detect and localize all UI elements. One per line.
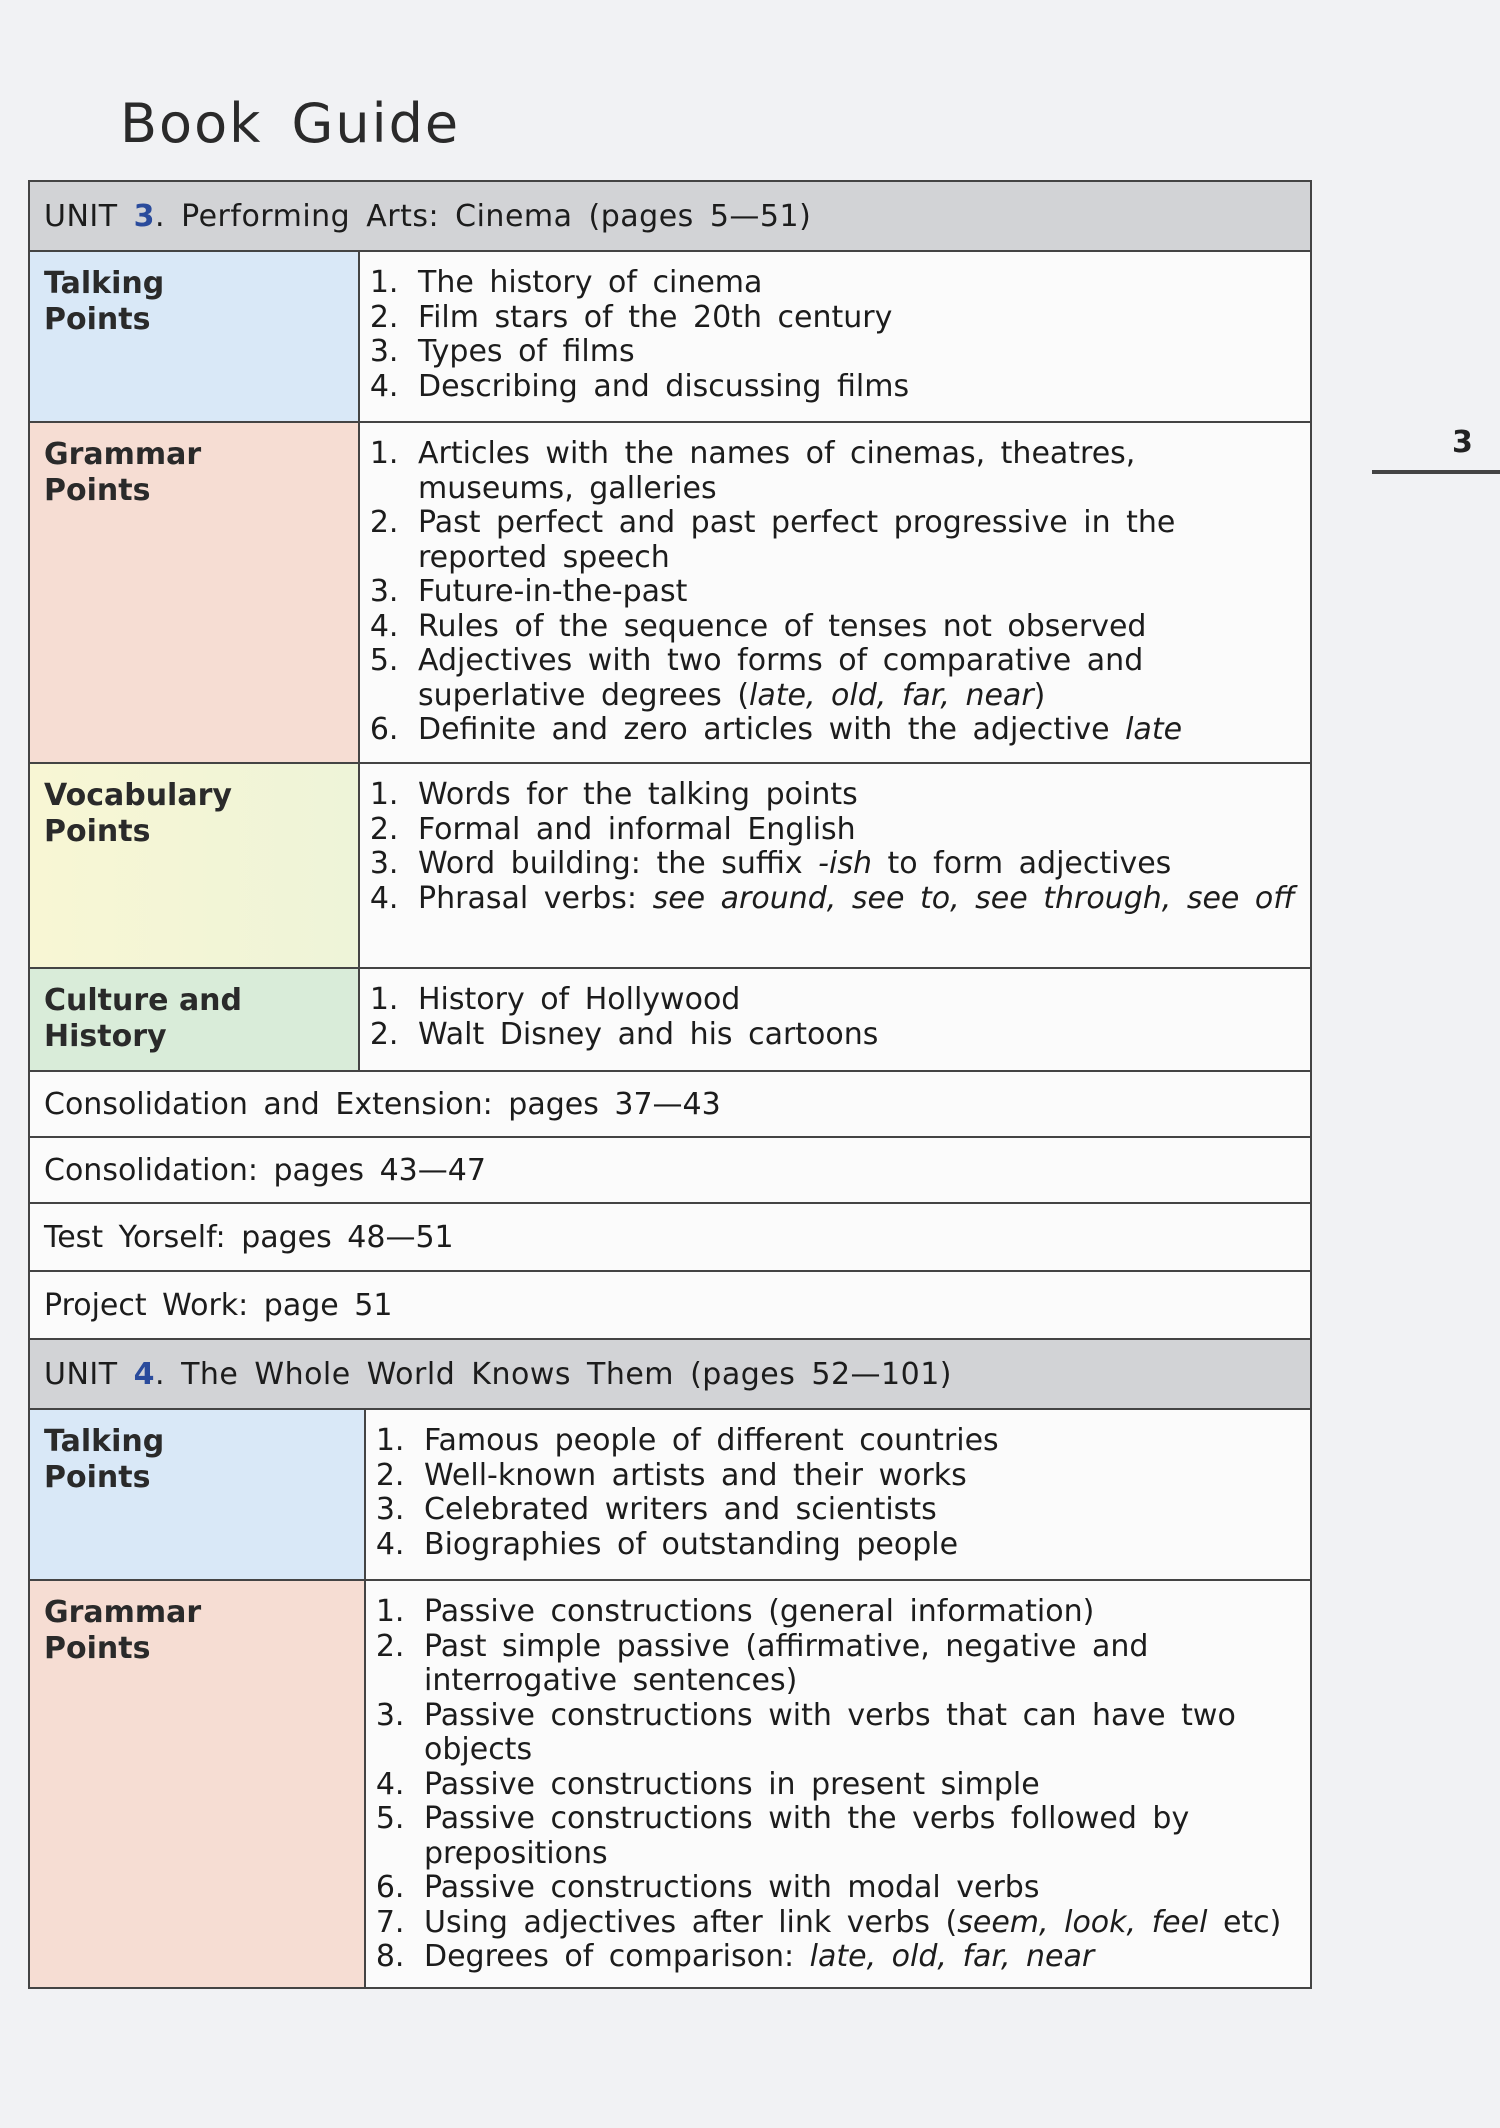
consolidation-row: Consolidation: pages 43—47 [30, 1138, 1310, 1204]
unit-3-grammar-points-list [360, 423, 1310, 762]
list-item [420, 1906, 1300, 1941]
unit-3-talking-points-list [360, 252, 1310, 421]
book-guide-table [28, 180, 1312, 1989]
grammar-points-label: Grammar Points [30, 423, 360, 762]
list-item: 3. Passive constructions with verbs that can have two objects [420, 1699, 1300, 1768]
list-item: 4. Describing and discussing films [414, 370, 1300, 405]
item-italic-text: late [1125, 712, 1183, 747]
item-italic-text: late, old, far, near [749, 677, 1034, 713]
unit-4-header [30, 1340, 1310, 1410]
item-italic-text: seem, look, feel [957, 1904, 1208, 1940]
unit-3-vocabulary-points-list [360, 764, 1310, 967]
unit-3-culture-history-list [360, 969, 1310, 1070]
item-text: Phrasal verbs: [418, 880, 653, 916]
list-item [414, 644, 1300, 713]
page-title: Book Guide [120, 92, 461, 155]
item-text: Adjectives with two forms of comparative and superlative degrees ( [418, 643, 1144, 713]
item-text: Definite and zero articles with the adjective [418, 712, 1126, 747]
unit-3-header [30, 182, 1310, 252]
culture-and-history-label: Culture and History [30, 969, 360, 1070]
item-text: Using adjectives after link verbs ( [424, 1904, 958, 1940]
list-item: 1. Famous people of different countries [420, 1424, 1300, 1459]
unit-3-grammar-points-row [30, 423, 1310, 764]
item-italic-text: late, old, far, near [809, 1939, 1095, 1974]
unit-3-vocabulary-points-row [30, 764, 1310, 969]
item-text: Word building: the suffix [418, 846, 819, 881]
vocabulary-points-label: Vocabulary Points [30, 764, 360, 967]
list-item: 3. Types of films [414, 335, 1300, 370]
unit-4-prefix: UNIT [44, 1356, 118, 1392]
list-item: 1. History of Hollywood [414, 983, 1300, 1018]
list-item: 2. Past perfect and past perfect progressive in the reported speech [414, 506, 1300, 575]
unit-4-talking-points-list [366, 1410, 1310, 1579]
unit-4-grammar-points-list [366, 1581, 1310, 1987]
unit-3-talking-points-row [30, 252, 1310, 423]
list-item: 2. Walt Disney and his cartoons [414, 1018, 1300, 1053]
list-item: 2. Formal and informal English [414, 813, 1300, 848]
item-suffix-text: ) [1033, 677, 1046, 713]
list-item: 4. Biographies of outstanding people [420, 1528, 1300, 1563]
test-yourself-row: Test Yorself: pages 48—51 [30, 1204, 1310, 1272]
list-item: 1. Words for the talking points [414, 778, 1300, 813]
item-italic-text: see around, see to, see through, see off [652, 880, 1295, 916]
unit-3-number: 3 [133, 198, 155, 234]
unit-3-title: . Performing Arts: Cinema (pages 5—51) [155, 198, 812, 234]
list-item: 2. Well-known artists and their works [420, 1459, 1300, 1494]
talking-points-label: Talking Points [30, 252, 360, 421]
page-number-rule [1372, 470, 1500, 474]
list-item: 1. Passive constructions (general information) [420, 1595, 1300, 1630]
list-item: 4. Passive constructions in present simple [420, 1768, 1300, 1803]
item-italic-text: -ish [818, 846, 872, 881]
list-item: 2. Film stars of the 20th century [414, 301, 1300, 336]
unit-4-talking-points-row [30, 1410, 1310, 1581]
talking-points-label: Talking Points [30, 1410, 366, 1579]
item-suffix-text: to form adjectives [871, 846, 1172, 881]
unit-4-number: 4 [133, 1356, 155, 1392]
list-item [420, 1940, 1300, 1975]
list-item: 4. Rules of the sequence of tenses not observed [414, 610, 1300, 645]
list-item [414, 882, 1300, 917]
unit-4-grammar-points-row [30, 1581, 1310, 1987]
list-item: 1. The history of cinema [414, 266, 1300, 301]
project-work-row: Project Work: page 51 [30, 1272, 1310, 1340]
unit-3-culture-history-row [30, 969, 1310, 1072]
list-item: 5. Passive constructions with the verbs followed by prepositions [420, 1802, 1300, 1871]
page-number: 3 [1452, 425, 1473, 460]
list-item: 3. Future-in-the-past [414, 575, 1300, 610]
unit-3-prefix: UNIT [44, 198, 118, 234]
list-item: 2. Past simple passive (affirmative, negative and interrogative sentences) [420, 1630, 1300, 1699]
item-text: Degrees of comparison: [424, 1939, 810, 1974]
unit-4-title: . The Whole World Knows Them (pages 52—101) [155, 1356, 953, 1392]
list-item [414, 713, 1300, 748]
list-item: 6. Passive constructions with modal verbs [420, 1871, 1300, 1906]
item-suffix-text: etc) [1207, 1904, 1282, 1940]
list-item: 3. Celebrated writers and scientists [420, 1493, 1300, 1528]
list-item [414, 847, 1300, 882]
list-item: 1. Articles with the names of cinemas, theatres, museums, galleries [414, 437, 1300, 506]
grammar-points-label: Grammar Points [30, 1581, 366, 1987]
consolidation-extension-row: Consolidation and Extension: pages 37—43 [30, 1072, 1310, 1138]
